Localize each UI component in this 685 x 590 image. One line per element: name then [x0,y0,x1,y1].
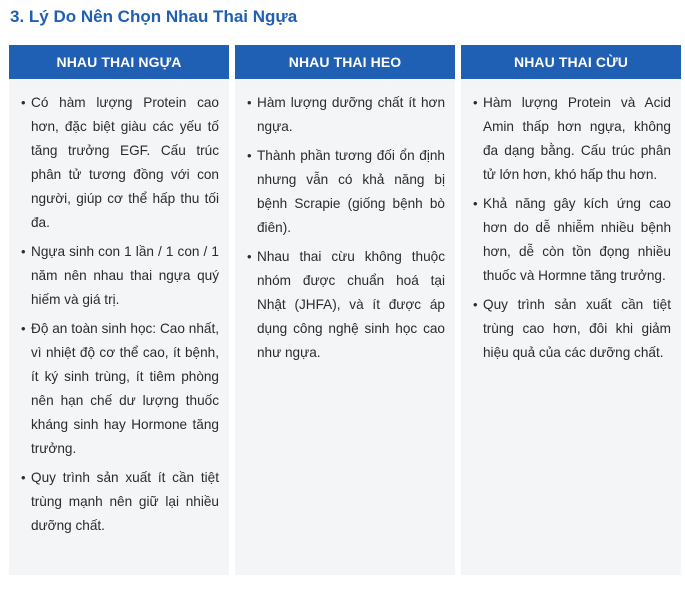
section-title: 3. Lý Do Nên Chọn Nhau Thai Ngựa [10,7,298,26]
bullet-icon: • [21,470,26,485]
bullet-icon: • [21,321,26,336]
list-item: • Ngựa sinh con 1 lần / 1 con / 1 năm nên nhau thai ngựa quý hiếm và giá trị. [21,240,219,312]
list-item: • Hàm lượng Protein và Acid Amin thấp hơn ngựa, không đa dạng bằng. Cấu trúc phân tử lớn hơn, khó hấp thu hơn. [473,91,671,187]
list-item: • Nhau thai cừu không thuộc nhóm được chuẩn hoá tại Nhật (JHFA), và ít được áp dụng công nghệ sinh học cao như ngựa. [247,245,445,365]
column-horse-placenta [9,45,229,575]
comparison-table [9,45,681,575]
bullet-list [9,79,229,543]
column-header: NHAU THAI HEO [235,45,455,79]
list-item: • Quy trình sản xuất ít cần tiệt trùng mạnh nên giữ lại nhiều dưỡng chất. [21,466,219,538]
bullet-icon: • [473,297,478,312]
list-item: • Quy trình sản xuất cần tiệt trùng cao hơn, đôi khi giảm hiệu quả của các dưỡng chất. [473,293,671,365]
list-item: • Độ an toàn sinh học: Cao nhất, vì nhiệt độ cơ thể cao, ít bệnh, ít ký sinh trùng, ít tiêm phòng nên hạn chế dư lượng thuốc kháng sinh hay Hormone tăng trưởng. [21,317,219,461]
bullet-icon: • [473,196,478,211]
bullet-icon: • [247,148,252,163]
bullet-icon: • [247,249,252,264]
column-sheep-placenta [461,45,681,575]
list-item: • Có hàm lượng Protein cao hơn, đặc biệt giàu các yếu tố tăng trưởng EGF. Cấu trúc phân tử tương đồng với con người, giúp cơ thể hấp thu tối đa. [21,91,219,235]
bullet-icon: • [21,244,26,259]
column-pig-placenta [235,45,455,575]
column-header: NHAU THAI CỪU [461,45,681,79]
column-header: NHAU THAI NGỰA [9,45,229,79]
list-item: • Thành phần tương đối ổn định nhưng vẫn có khả năng bị bệnh Scrapie (giống bệnh bò điên). [247,144,445,240]
list-item: • Hàm lượng dưỡng chất ít hơn ngựa. [247,91,445,139]
bullet-icon: • [247,95,252,110]
list-item: • Khả năng gây kích ứng cao hơn do dễ nhiễm nhiều bệnh hơn, dễ còn tồn đọng nhiều thuốc và Hormne tăng trưởng. [473,192,671,288]
bullet-list [235,79,455,370]
bullet-icon: • [473,95,478,110]
bullet-list [461,79,681,370]
bullet-icon: • [21,95,26,110]
